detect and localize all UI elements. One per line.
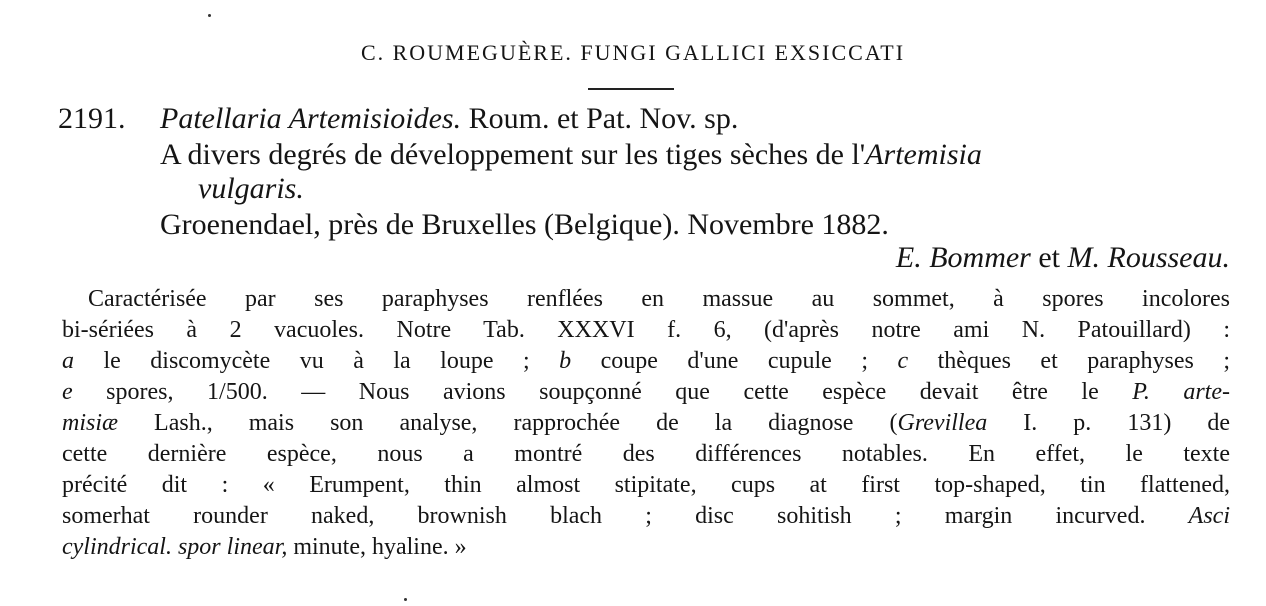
description-line-2: bi-sériées à 2 vacuoles. Notre Tab. XXXVI f. 6, (d'après notre ami N. Patouillard) : [62, 317, 1230, 343]
text-segment: coupe d'une cupule ; [571, 348, 898, 374]
description-line-7: précité dit : « Erumpent, thin almost stipitate, cups at first top-shaped, tin flattened, [62, 472, 1230, 498]
habitat-text: A divers degrés de développement sur les tiges sèches de l' [160, 138, 866, 171]
species-authority: Roum. et Pat. Nov. sp. [461, 102, 739, 135]
figure-label-c: c [897, 348, 909, 374]
collector-2: M. Rousseau. [1067, 241, 1230, 274]
page-header: C. ROUMEGUÈRE. FUNGI GALLICI EXSICCATI [360, 40, 906, 65]
description-line-9 [62, 534, 1230, 561]
figure-label-e: e [62, 379, 73, 405]
description-line-4 [62, 379, 1230, 406]
print-speck [404, 598, 407, 601]
collector-and: et [1030, 241, 1068, 274]
habitat-species: vulgaris. [198, 172, 304, 205]
description-line-1: Caractérisée par ses paraphyses renflées en massue au sommet, à spores incolores [88, 286, 1230, 312]
species-reference: misiæ [62, 410, 119, 436]
species-line [160, 102, 738, 136]
entry-number: 2191. [58, 102, 126, 135]
figure-label-b: b [559, 348, 572, 374]
text-segment: somerhat rounder naked, brownish blach ; disc sohitish ; margin incurved. [62, 503, 1189, 529]
habitat-genus: Artemisia [865, 138, 982, 171]
description-line-8 [62, 503, 1230, 530]
print-speck [208, 14, 211, 17]
collector-1: E. Bommer [895, 241, 1031, 274]
figure-label-a: a [62, 348, 74, 374]
habitat-line [160, 138, 982, 172]
text-segment: thèques et paraphyses ; [908, 348, 1231, 374]
latin-term: Asci [1188, 503, 1230, 529]
description-line-5 [62, 410, 1230, 437]
text-segment: I. p. 131) de [987, 410, 1231, 436]
collectors-line [896, 241, 1230, 275]
locality-line: Groenendael, près de Bruxelles (Belgique). Novembre 1882. [160, 208, 889, 241]
species-reference: P. arte- [1132, 379, 1230, 405]
species-name: Patellaria Artemisioides. [160, 102, 462, 135]
text-segment: minute, hyaline. » [287, 534, 467, 560]
text-segment: Lash., mais son analyse, rapprochée de la diagnose ( [118, 410, 898, 436]
text-segment: spores, 1/500. — Nous avions soupçonné que cette espèce devait être le [72, 379, 1133, 405]
latin-term: cylindrical. spor linear, [62, 534, 288, 560]
description-line-3 [62, 348, 1230, 375]
description-line-6: cette dernière espèce, nous a montré des différences notables. En effet, le texte [62, 441, 1230, 467]
journal-name: Grevillea [897, 410, 988, 436]
text-segment: le discomycète vu à la loupe ; [74, 348, 560, 374]
header-rule [588, 88, 674, 90]
